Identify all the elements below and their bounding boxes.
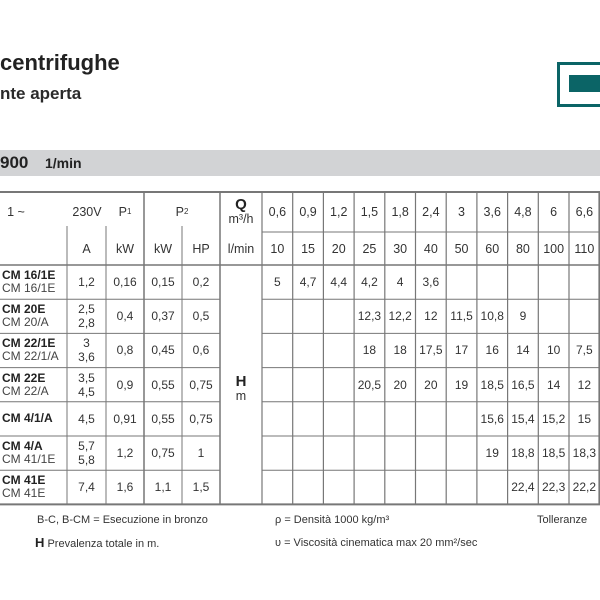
model-alt-name: CM 16/1E	[2, 281, 56, 296]
model-name: CM 41E	[2, 473, 46, 488]
model-alt-name: CM 41E	[2, 486, 46, 501]
p2-kw-value: 0,75	[151, 446, 175, 461]
head-value: 10	[546, 343, 561, 358]
head-value: 9	[519, 309, 527, 324]
head-value: 10,8	[480, 309, 504, 324]
footnote-head-symbol: H	[35, 535, 45, 550]
head-value: 12,2	[388, 309, 412, 324]
head-value	[262, 299, 293, 333]
head-value: 18,5	[480, 377, 504, 392]
amps-value: 3	[83, 336, 90, 351]
footnote-viscosity: υ = Viscosità cinematica max 20 mm²/sec	[275, 537, 478, 549]
head-value	[538, 265, 569, 299]
p1-kw-value: 0,4	[116, 309, 134, 324]
amps-cell	[67, 368, 106, 402]
head-value: 4,7	[299, 275, 317, 290]
p1-kw-value: 0,91	[113, 411, 137, 426]
p2-kw-value: 0,37	[151, 309, 175, 324]
head-value	[446, 470, 477, 504]
model-cell	[2, 436, 68, 470]
head-value: 18	[362, 343, 377, 358]
head-value	[293, 436, 324, 470]
flow-lmin-value: 15	[301, 241, 315, 256]
flow-lmin-value: 110	[574, 241, 595, 256]
flow-m3h-value: 0,9	[299, 205, 317, 219]
head-value: 16,5	[511, 377, 535, 392]
speed-value: 900	[0, 153, 29, 172]
amps-cell	[67, 299, 106, 333]
head-value	[477, 470, 508, 504]
head-value: 4,2	[361, 275, 378, 290]
head-value: 22,2	[572, 480, 597, 495]
head-value: 4,4	[330, 275, 348, 290]
head-value	[293, 470, 324, 504]
amps-value: 2,5	[78, 302, 95, 317]
model-name: CM 20E	[2, 302, 46, 317]
model-alt-name: CM 22/1/A	[2, 349, 59, 364]
flow-q-header	[220, 192, 262, 232]
p2-hp-value: 1	[197, 446, 205, 461]
head-value	[354, 402, 385, 436]
p1-kw-value: 0,8	[116, 343, 134, 358]
head-value: 5	[274, 275, 281, 290]
flow-m3h-value: 6,6	[575, 205, 594, 219]
p2-text: P	[175, 205, 184, 219]
model-name: CM 4/A	[2, 439, 43, 454]
head-value: 22,4	[511, 480, 535, 495]
p2-hp-value: 0,2	[192, 275, 210, 290]
head-value	[262, 402, 293, 436]
amps-value: 4,5	[78, 411, 95, 426]
head-value: 15	[577, 411, 592, 426]
head-value: 19	[454, 377, 469, 392]
unit-kw-p1: kW	[115, 241, 135, 256]
amps-cell	[67, 436, 106, 470]
head-value: 20,5	[357, 377, 382, 392]
amps-value: 3,5	[78, 370, 95, 385]
flow-m3h-value: 3	[458, 205, 465, 219]
head-value	[323, 436, 354, 470]
p2-hp-value: 1,5	[192, 480, 210, 495]
model-cell	[2, 333, 68, 367]
head-value	[354, 470, 385, 504]
head-value	[538, 299, 569, 333]
head-value: 22,3	[541, 480, 566, 495]
unit-hp: HP	[192, 241, 210, 256]
flow-lmin-value: 10	[270, 241, 285, 256]
flow-lmin-value: 100	[543, 241, 565, 256]
head-value	[262, 470, 293, 504]
model-name: CM 16/1E	[2, 268, 56, 283]
head-value	[293, 333, 324, 367]
footnote-head	[35, 535, 159, 550]
amps-value: 5,7	[78, 439, 95, 454]
p2-hp-value: 0,6	[192, 343, 210, 358]
amps-cell	[67, 265, 106, 299]
head-value: 14	[546, 377, 561, 392]
head-value	[446, 265, 477, 299]
head-value: 4	[396, 275, 404, 290]
p2-kw-value: 0,45	[151, 343, 175, 358]
p2-label	[144, 192, 220, 232]
head-value	[416, 436, 447, 470]
head-value	[323, 299, 354, 333]
head-value	[293, 368, 324, 402]
flow-lmin-value: 20	[331, 241, 346, 256]
model-name: CM 22/1E	[2, 336, 56, 351]
p1-kw-value: 0,9	[116, 377, 134, 392]
h-unit: m	[235, 388, 247, 403]
p2-hp-value: 0,75	[189, 411, 213, 426]
head-value	[569, 299, 600, 333]
model-alt-name: CM 41/1E	[2, 452, 56, 467]
head-value: 19	[485, 446, 499, 461]
p2-hp-value: 0,75	[189, 377, 213, 392]
flow-lmin-value: 30	[393, 241, 408, 256]
model-name: CM 22E	[2, 370, 46, 385]
head-value: 18,5	[541, 446, 566, 461]
head-value: 20	[424, 377, 438, 392]
model-cell	[2, 265, 68, 299]
flow-m3h-value: 4,8	[514, 205, 532, 219]
flow-lmin-value: 25	[362, 241, 377, 256]
amps-value: 2,8	[78, 316, 95, 331]
head-value: 18	[393, 343, 407, 358]
head-value: 17,5	[419, 343, 443, 358]
head-value: 18,3	[572, 446, 597, 461]
flow-lmin-value: 60	[485, 241, 500, 256]
model-name: CM 4/1/A	[2, 411, 53, 426]
flow-lmin-value: 50	[454, 241, 469, 256]
flow-m3h-value: 1,2	[330, 205, 348, 219]
head-value: 17	[454, 343, 469, 358]
head-value	[323, 368, 354, 402]
page-title: centrifughe	[0, 50, 120, 75]
model-cell	[2, 299, 68, 333]
flow-lmin-value: 80	[515, 241, 530, 256]
head-value: 3,6	[422, 275, 440, 290]
head-value	[446, 436, 477, 470]
head-value	[293, 402, 324, 436]
flow-m3h-value: 1,5	[360, 205, 379, 219]
p2-subscript: 2	[183, 207, 189, 216]
h-symbol: H	[235, 372, 247, 390]
unit-amps: A	[82, 241, 91, 256]
q-symbol: Q	[235, 196, 247, 213]
q-unit-m3h: m³/h	[228, 212, 254, 226]
amps-value: 5,8	[78, 453, 95, 468]
flow-m3h-value: 3,6	[483, 205, 501, 219]
head-value	[446, 402, 477, 436]
head-value: 20	[393, 377, 407, 392]
amps-value: 3,6	[78, 350, 95, 365]
p1-label	[106, 192, 144, 232]
head-value: 18,8	[511, 446, 535, 461]
head-value	[416, 470, 447, 504]
head-value	[323, 333, 354, 367]
flow-m3h-value: 2,4	[422, 205, 440, 219]
model-cell	[2, 368, 68, 402]
head-value: 11,5	[450, 309, 473, 324]
unit-lmin: l/min	[227, 241, 255, 256]
p1-kw-value: 1,6	[116, 480, 134, 495]
head-value	[569, 265, 600, 299]
head-value	[354, 436, 385, 470]
head-value	[323, 402, 354, 436]
head-value	[323, 470, 354, 504]
flow-lmin-value: 40	[423, 241, 438, 256]
head-value: 12	[424, 309, 438, 324]
head-value: 7,5	[576, 343, 593, 358]
model-cell	[2, 402, 68, 436]
flow-m3h-value: 1,8	[391, 205, 409, 219]
head-value	[477, 265, 508, 299]
head-label	[220, 368, 262, 410]
footnote-head-text: Prevalenza totale in m.	[47, 538, 160, 550]
model-alt-name: CM 22/A	[2, 383, 49, 398]
p2-kw-value: 0,15	[151, 275, 175, 290]
p1-text: P	[118, 205, 127, 219]
p1-kw-value: 1,2	[116, 446, 134, 461]
head-value: 15,2	[541, 411, 566, 426]
head-value: 12	[577, 377, 592, 392]
head-value	[416, 402, 447, 436]
amps-value: 4,5	[78, 384, 95, 399]
amps-cell	[67, 402, 106, 436]
head-value	[262, 436, 293, 470]
footnote-tolerance: Tolleranze	[537, 514, 588, 526]
voltage-label: 230V	[72, 205, 102, 219]
head-value	[385, 402, 416, 436]
head-value: 14	[516, 343, 530, 358]
amps-value: 1,2	[78, 275, 95, 290]
p1-kw-value: 0,16	[113, 275, 137, 290]
head-value	[385, 470, 416, 504]
amps-cell	[67, 333, 106, 367]
phase-label: 1 ~	[7, 205, 25, 219]
flow-m3h-value: 0,6	[268, 205, 287, 219]
head-value	[385, 436, 416, 470]
speed-unit: 1/min	[45, 155, 82, 171]
p2-kw-value: 1,1	[154, 480, 172, 495]
head-value: 16	[485, 343, 499, 358]
p2-hp-value: 0,5	[192, 309, 210, 324]
footnote-density: ρ = Densità 1000 kg/m³	[275, 514, 390, 526]
model-alt-name: CM 20/A	[2, 315, 49, 330]
head-value	[293, 299, 324, 333]
flow-m3h-value: 6	[550, 205, 558, 219]
p2-kw-value: 0,55	[151, 411, 175, 426]
amps-cell	[67, 470, 106, 504]
head-value	[262, 368, 293, 402]
unit-kw-p2: kW	[153, 241, 173, 256]
footnote-bronze: B-C, B-CM = Esecuzione in bronzo	[37, 514, 208, 526]
page-subtitle: nte aperta	[0, 84, 82, 103]
head-value	[508, 265, 539, 299]
head-value: 15,6	[480, 411, 504, 426]
amps-value: 7,4	[78, 480, 95, 495]
p2-kw-value: 0,55	[151, 377, 175, 392]
head-value: 15,4	[511, 411, 535, 426]
head-value	[262, 333, 293, 367]
p1-subscript: 1	[126, 207, 132, 216]
head-value: 12,3	[357, 309, 382, 324]
model-cell	[2, 470, 68, 504]
